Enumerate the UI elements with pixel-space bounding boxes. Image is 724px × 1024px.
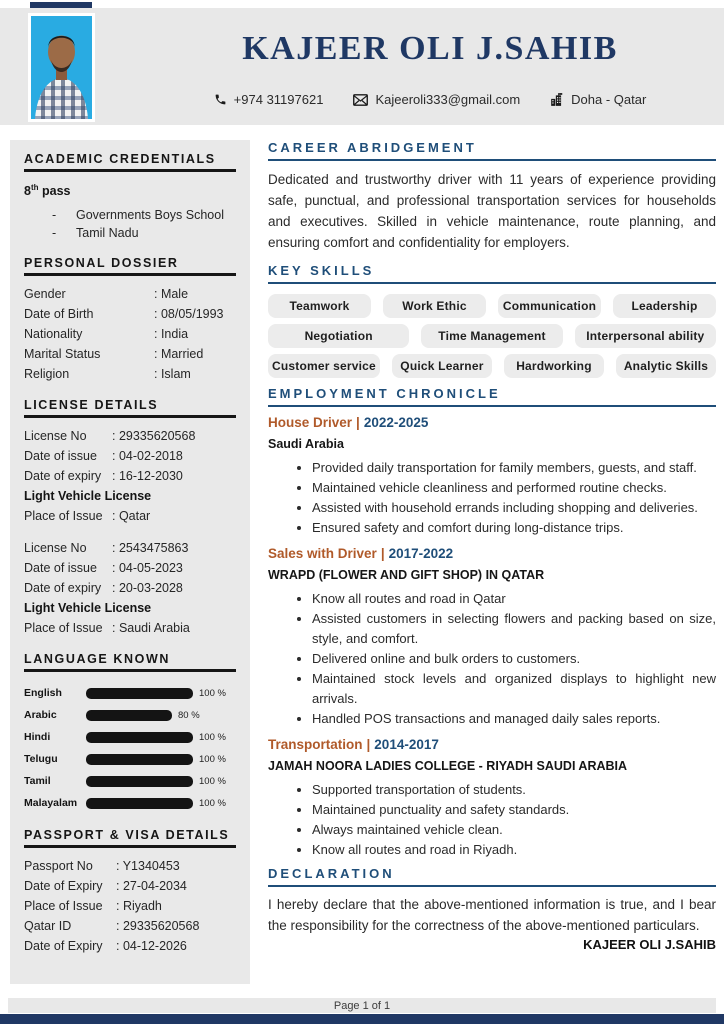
language-bar-fill (86, 798, 193, 809)
language-bar-fill (86, 710, 172, 721)
info-row (24, 284, 236, 304)
location-text: Doha - Qatar (571, 92, 647, 107)
language-bar-fill (86, 754, 193, 765)
skill-chip: Customer service (268, 354, 380, 378)
job-period: 2022-2025 (363, 415, 429, 430)
info-value: : Married (154, 347, 204, 362)
info-value: : 27-04-2034 (116, 879, 187, 894)
info-row (24, 304, 236, 324)
info-row (24, 558, 236, 578)
info-value: : 20-03-2028 (112, 581, 183, 596)
bullet-item: • Supported transportation of students. (312, 780, 716, 800)
info-row (24, 506, 236, 526)
career-summary: Dedicated and trustworthy driver with 11 years of experience providing safe, punctual, and professional transportation services for households and executives. Skilled in vehicle maintenance, route planning, and ensuring comfort and confidentiality for employers. (268, 172, 716, 250)
language-percent: 100 % (199, 687, 226, 699)
skill-chip: Time Management (421, 324, 562, 348)
bullet-item: • Maintained vehicle cleanliness and performed routine checks. (312, 478, 716, 498)
job-separator: | (380, 546, 385, 561)
section-language-known (24, 652, 236, 814)
language-row (24, 704, 236, 726)
bullet-item: • Assisted with household errands including shopping and deliveries. (312, 498, 716, 518)
degree-base: 8 (24, 184, 31, 199)
info-label: Date of expiry (24, 469, 102, 484)
info-row (24, 364, 236, 384)
job-list (268, 414, 716, 860)
job-separator: | (366, 737, 371, 752)
language-list (24, 682, 236, 814)
info-value: : 04-05-2023 (112, 561, 183, 576)
language-name: Telugu (24, 753, 58, 766)
info-row (24, 446, 236, 466)
info-value: : Saudi Arabia (112, 621, 190, 636)
info-row (24, 916, 236, 936)
info-label: Religion (24, 367, 70, 382)
job-bullets (268, 780, 716, 860)
bullet-item: • Maintained stock levels and organized displays to highlight new arrivals. (312, 669, 716, 709)
info-label: Place of Issue (24, 621, 103, 636)
job-organization: WRAPD (FLOWER AND GIFT SHOP) IN QATAR (268, 568, 545, 582)
job-bullets (268, 589, 716, 729)
info-row (24, 876, 236, 896)
job-role: Transportation (268, 737, 363, 752)
language-row (24, 682, 236, 704)
language-bar-fill (86, 776, 193, 787)
section-license-details (24, 398, 236, 638)
language-name: English (24, 687, 62, 700)
bullet-item: • Always maintained vehicle clean. (312, 820, 716, 840)
info-row (24, 324, 236, 344)
passport-rows (24, 856, 236, 956)
sidebar (10, 140, 250, 984)
career-abridgement-title: CAREER ABRIDGEMENT (268, 140, 716, 161)
academic-credentials-title: ACADEMIC CREDENTIALS (24, 152, 236, 172)
phone-icon (214, 93, 227, 106)
skill-chip-row (268, 324, 716, 348)
job-title-line (268, 736, 716, 754)
skill-chip: Analytic Skills (616, 354, 716, 378)
info-row (24, 618, 236, 638)
job-bullets (268, 458, 716, 538)
language-percent: 100 % (199, 797, 226, 809)
job-separator: | (356, 415, 360, 430)
school-list-item: - Governments Boys School (52, 206, 236, 224)
skill-chip-row (268, 354, 716, 378)
info-value: : 04-12-2026 (116, 939, 187, 954)
section-passport-visa (24, 828, 236, 956)
section-employment-chronicle (268, 386, 716, 860)
section-key-skills (268, 263, 716, 378)
info-label: Date of issue (24, 561, 97, 576)
bullet-item: • Know all routes and road in Qatar (312, 589, 716, 609)
phone-item (214, 92, 324, 107)
degree-superscript: th (30, 183, 39, 192)
phone-text: +974 31197621 (233, 92, 324, 107)
info-value: : India (154, 327, 189, 342)
envelope-icon (353, 94, 368, 106)
info-label: Marital Status (24, 347, 101, 362)
bullet-item: • Provided daily transportation for family members, guests, and staff. (312, 458, 716, 478)
section-academic-credentials (24, 152, 236, 242)
license-details-title: LICENSE DETAILS (24, 398, 236, 418)
info-label: Date of Expiry (24, 939, 103, 954)
info-row (24, 538, 236, 558)
email-text: Kajeeroli333@gmail.com (375, 92, 521, 107)
main-column (268, 140, 716, 952)
school-list-item: - Tamil Nadu (52, 224, 236, 242)
section-declaration (268, 866, 716, 952)
language-row (24, 726, 236, 748)
language-bar-fill (86, 688, 193, 699)
page-number-text: Page 1 of 1 (333, 999, 391, 1012)
skill-chip-row (268, 294, 716, 318)
declaration-title: DECLARATION (268, 866, 716, 887)
job-entry (268, 545, 716, 729)
declaration-text: I hereby declare that the above-mentioned information is true, and I bear the responsibility for the correctness of the above-mentioned particulars. (268, 897, 716, 933)
skill-chip: Leadership (613, 294, 716, 318)
bottom-accent-bar (0, 1014, 724, 1024)
bullet-item: • Delivered online and bulk orders to customers. (312, 649, 716, 669)
language-percent: 100 % (199, 731, 226, 743)
info-value: : 04-02-2018 (112, 449, 183, 464)
degree-rest: pass (38, 184, 71, 199)
bullet-item: • Know all routes and road in Riyadh. (312, 840, 716, 860)
license-type: Light Vehicle License (24, 601, 152, 616)
language-row (24, 770, 236, 792)
language-name: Hindi (24, 731, 51, 744)
info-label: Nationality (24, 327, 83, 342)
job-title-line (268, 414, 716, 432)
skill-chip: Communication (498, 294, 601, 318)
info-value: : Riyadh (116, 899, 162, 914)
info-row (24, 578, 236, 598)
personal-dossier-title: PERSONAL DOSSIER (24, 256, 236, 276)
license-list (24, 426, 236, 638)
language-percent: 100 % (199, 775, 226, 787)
info-row (24, 426, 236, 446)
building-icon (550, 93, 564, 106)
info-row (24, 936, 236, 956)
language-known-title: LANGUAGE KNOWN (24, 652, 236, 672)
job-organization: JAMAH NOORA LADIES COLLEGE - RIYADH SAUDI ARABIA (268, 759, 628, 773)
info-value: : 29335620568 (112, 429, 196, 444)
page-footer (8, 998, 716, 1013)
section-personal-dossier (24, 256, 236, 384)
job-period: 2017-2022 (388, 546, 454, 561)
section-career-abridgement (268, 140, 716, 253)
license-card (24, 538, 236, 638)
license-card (24, 426, 236, 526)
info-row (24, 344, 236, 364)
info-row (24, 856, 236, 876)
profile-photo (28, 13, 95, 122)
info-value: : Islam (154, 367, 191, 382)
job-entry (268, 414, 716, 538)
bullet-item: • Maintained punctuality and safety standards. (312, 800, 716, 820)
info-label: Place of Issue (24, 899, 103, 914)
language-row (24, 748, 236, 770)
skill-chip: Interpersonal ability (575, 324, 716, 348)
job-role: Sales with Driver (268, 546, 377, 561)
employment-chronicle-title: EMPLOYMENT CHRONICLE (268, 386, 716, 407)
language-row (24, 792, 236, 814)
info-value: : Y1340453 (116, 859, 180, 874)
bullet-item: • Ensured safety and comfort during long-distance trips. (312, 518, 716, 538)
info-value: : 08/05/1993 (154, 307, 224, 322)
signature-name: KAJEER OLI J.SAHIB (583, 937, 716, 952)
info-label: License No (24, 541, 87, 556)
page-title-name: KAJEER OLI J.SAHIB (242, 30, 618, 67)
info-value: : 2543475863 (112, 541, 189, 556)
bullet-item: • Assisted customers in selecting flowers and packing based on size, style, and comfort. (312, 609, 716, 649)
key-skills-title: KEY SKILLS (268, 263, 716, 284)
info-label: Passport No (24, 859, 93, 874)
skill-chip: Hardworking (504, 354, 604, 378)
skill-chip: Work Ethic (383, 294, 486, 318)
job-period: 2014-2017 (374, 737, 439, 752)
bullet-item: • Handled POS transactions and managed daily sales reports. (312, 709, 716, 729)
info-label: Gender (24, 287, 66, 302)
person-illustration (31, 16, 92, 119)
skill-chip: Teamwork (268, 294, 371, 318)
info-value: : 29335620568 (116, 919, 200, 934)
skill-chip: Quick Learner (392, 354, 492, 378)
skill-chip: Negotiation (268, 324, 409, 348)
school-list (52, 206, 236, 242)
language-name: Tamil (24, 775, 51, 788)
job-entry (268, 736, 716, 860)
info-label: License No (24, 429, 87, 444)
info-row (24, 896, 236, 916)
info-label: Place of Issue (24, 509, 103, 524)
personal-rows (24, 284, 236, 384)
email-item (353, 92, 520, 107)
info-label: Date of issue (24, 449, 97, 464)
contact-bar (150, 92, 710, 107)
info-value: : Male (154, 287, 189, 302)
info-label: Date of expiry (24, 581, 102, 596)
info-value: : Qatar (112, 509, 151, 524)
info-row (24, 466, 236, 486)
location-item (550, 92, 646, 107)
passport-visa-title: PASSPORT & VISA DETAILS (24, 828, 236, 848)
job-title-line (268, 545, 716, 563)
job-role: House Driver (268, 415, 353, 430)
info-value: : 16-12-2030 (112, 469, 183, 484)
info-label: Date of Expiry (24, 879, 103, 894)
language-percent: 100 % (199, 753, 226, 765)
language-name: Arabic (24, 709, 57, 722)
language-percent: 80 % (178, 709, 200, 721)
degree-text (24, 183, 236, 198)
language-bar-fill (86, 732, 193, 743)
job-organization: Saudi Arabia (268, 437, 344, 451)
language-name: Malayalam (24, 797, 78, 810)
skills-grid (268, 294, 716, 378)
license-type: Light Vehicle License (24, 489, 152, 504)
info-label: Date of Birth (24, 307, 94, 322)
info-label: Qatar ID (24, 919, 72, 934)
